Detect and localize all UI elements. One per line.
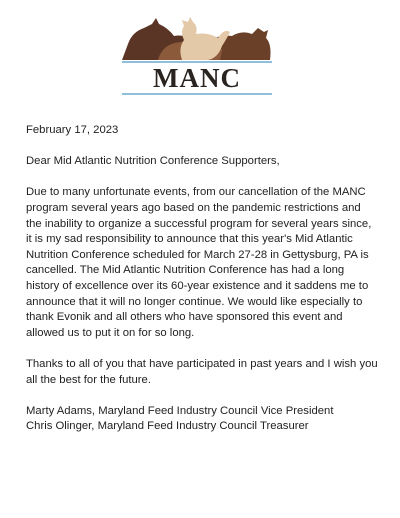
signature-line-1: Marty Adams, Maryland Feed Industry Council Vice President bbox=[26, 404, 334, 417]
letter-paragraph-2: Thanks to all of you that have participated in past years and I wish you all the best for the future. bbox=[26, 357, 378, 386]
signature-line-2: Chris Olinger, Maryland Feed Industry Council Treasurer bbox=[26, 420, 309, 433]
manc-logo bbox=[118, 14, 276, 98]
logo-text: MANC bbox=[153, 63, 241, 93]
letter-body bbox=[26, 123, 378, 435]
animal-silhouettes-icon bbox=[118, 14, 276, 64]
letter-paragraph-1: Due to many unfortunate events, from our cancellation of the MANC program several years ago based on the pandemic restrictions and the inability to organize a successful program for several years since, it is my sad responsibility to announce that this year's Mid Atlantic Nutrition Conference scheduled for March 27-28 in Gettysburg, PA is cancelled. The Mid Atlantic Nutrition Conference has had a long history of excellence over its 60-year existence and it saddens me to announce that it will no longer continue. We would like especially to thank Evonik and all others who have sponsored this event and allowed us to put it on for so long. bbox=[26, 186, 372, 339]
letter-date: February 17, 2023 bbox=[26, 124, 119, 136]
logo-bottom-rule bbox=[122, 93, 272, 95]
letter-salutation: Dear Mid Atlantic Nutrition Conference Supporters, bbox=[26, 155, 280, 168]
